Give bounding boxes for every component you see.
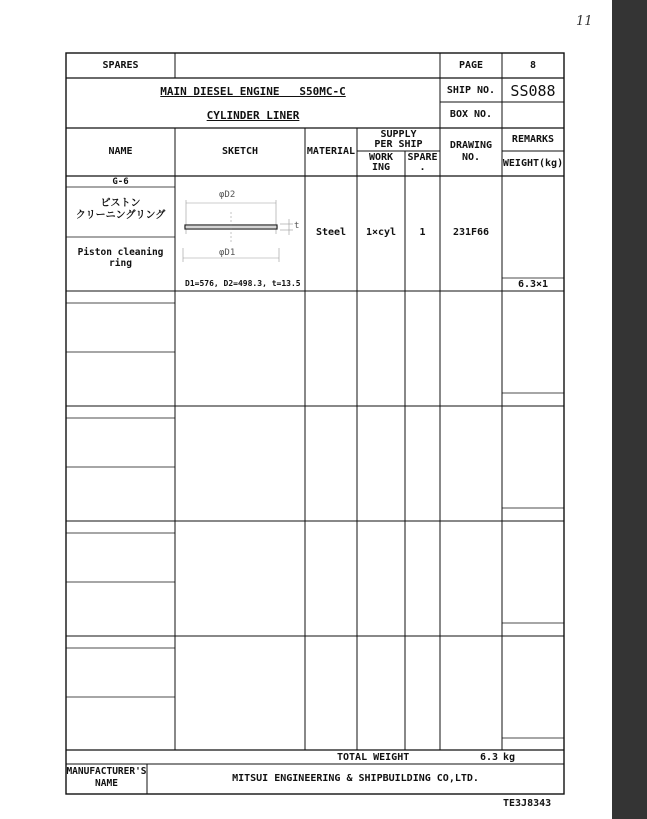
item-dimensions: D1=576, D2=498.3, t=13.5 [185, 279, 301, 288]
page-label: PAGE [458, 60, 484, 71]
item-code: G-6 [112, 177, 129, 187]
total-weight-unit: kg [503, 752, 516, 763]
col-supply-line1: SUPPLY [380, 129, 417, 140]
col-supply-line2: PER SHIP [374, 139, 423, 150]
total-weight-value: 6.3 [480, 752, 499, 763]
page-number: 8 [529, 60, 537, 71]
sketch-t-label: t [294, 221, 300, 231]
item-drawing-no: 231F66 [452, 227, 490, 238]
spares-label: SPARES [102, 60, 139, 71]
col-spare-line2: . [419, 162, 426, 173]
manufacturer-label-line1: MANUFACTURER'S [66, 766, 147, 777]
item-working-qty: 1×cyl [365, 227, 397, 238]
ship-no-label: SHIP NO. [446, 85, 496, 96]
item-name-jp-line1: ピストン [100, 198, 141, 209]
total-weight-label: TOTAL WEIGHT [337, 752, 410, 763]
manufacturer-label-line2: NAME [95, 778, 118, 789]
item-weight: 6.3×1 [517, 279, 549, 290]
item-material: Steel [315, 227, 347, 238]
col-working-line1: WORK [368, 152, 394, 163]
item-spare-qty: 1 [419, 227, 426, 238]
col-name: NAME [108, 146, 133, 157]
sketch-d2-label: φD2 [219, 190, 236, 200]
ship-no-value: SS088 [510, 82, 556, 100]
col-sketch: SKETCH [221, 146, 259, 157]
col-material: MATERIAL [306, 146, 356, 157]
box-no-label: BOX NO. [449, 109, 493, 120]
document-subtitle: CYLINDER LINER [206, 109, 300, 122]
item-name-jp-line2: クリーニングリング [75, 210, 166, 221]
handwritten-mark: 11 [576, 14, 593, 29]
item-name-en-line2: ring [109, 258, 132, 269]
ring-sketch [183, 200, 293, 262]
col-drawing-line1: DRAWING [449, 140, 493, 151]
document-code: TE3J8343 [503, 798, 552, 809]
col-weight: WEIGHT(kg) [502, 158, 564, 169]
document-title: MAIN DIESEL ENGINE S50MC-C [160, 85, 346, 98]
sketch-d1-label: φD1 [219, 248, 236, 258]
manufacturer-name: MITSUI ENGINEERING & SHIPBUILDING CO,LTD. [232, 773, 479, 784]
col-drawing-line2: NO. [461, 152, 481, 163]
viewer-side-panel [612, 0, 647, 819]
col-spare-line1: SPARE [407, 152, 438, 163]
item-name-en-line1: Piston cleaning [77, 247, 164, 258]
col-working-line2: ING [371, 162, 391, 173]
col-remarks: REMARKS [511, 134, 555, 145]
